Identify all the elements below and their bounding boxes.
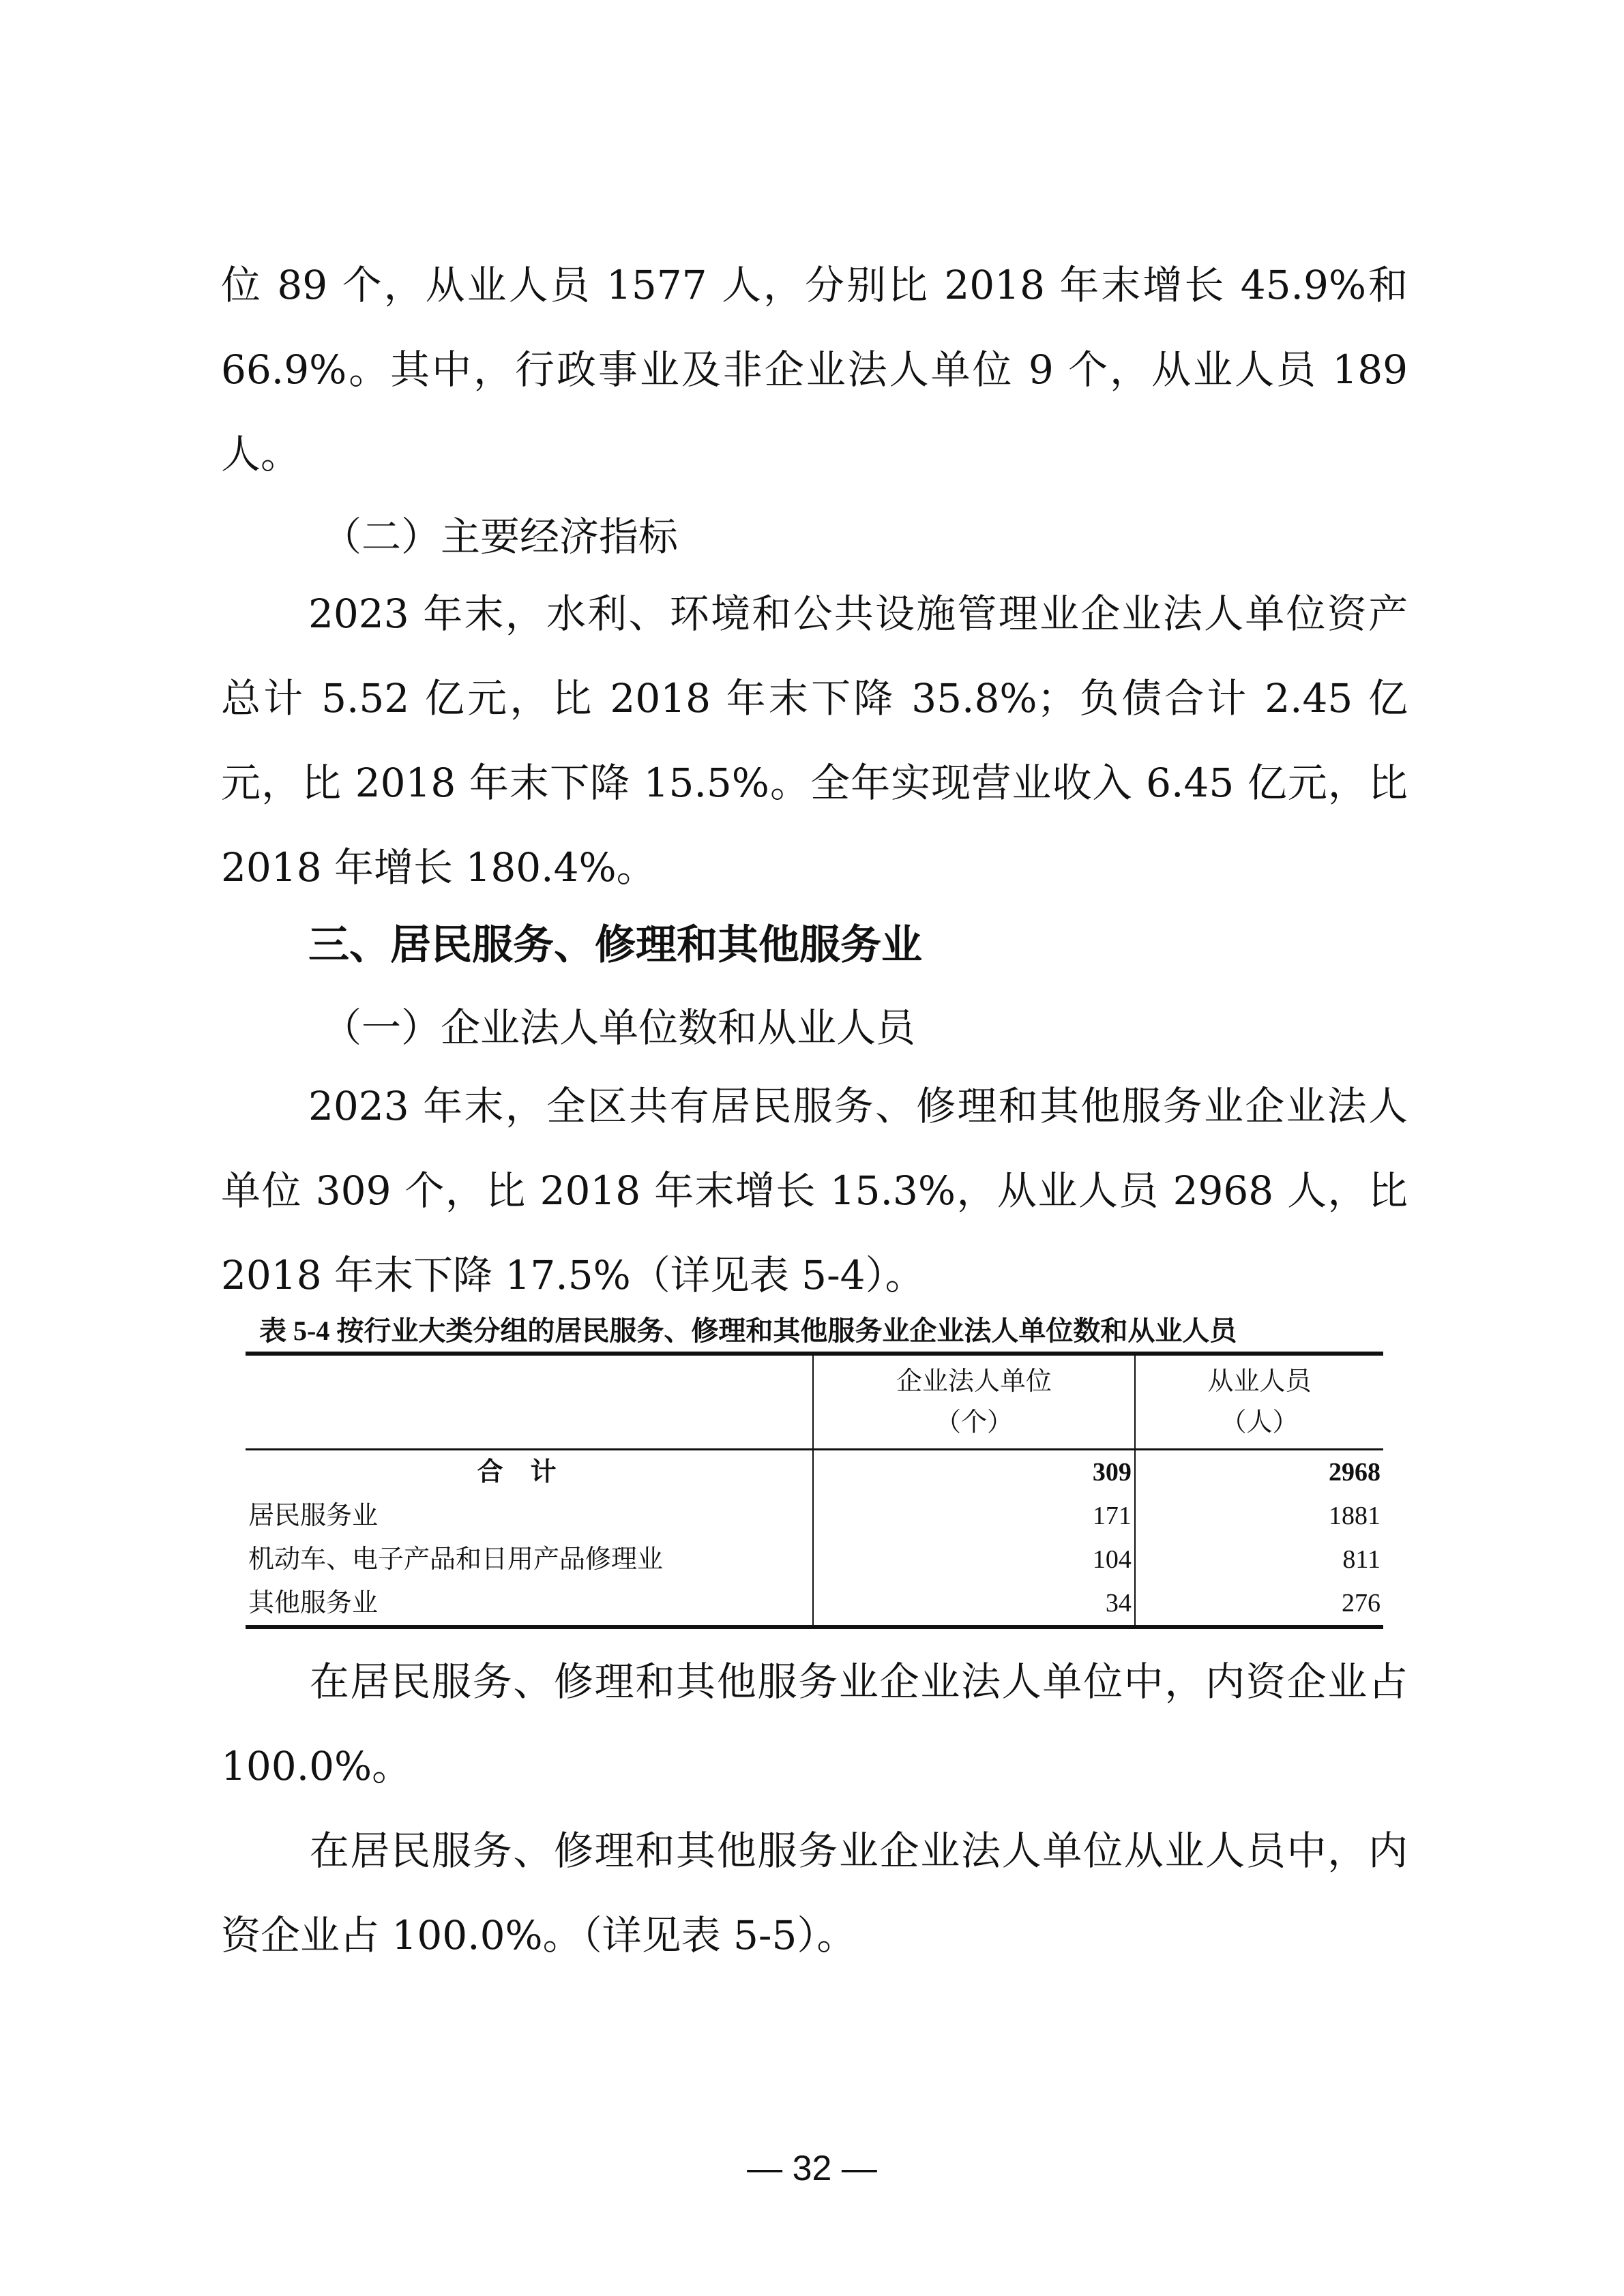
heading-section-resident-services: 三、居民服务、修理和其他服务业	[308, 921, 922, 969]
paragraph-resident-services-summary-text: 2023 年末，全区共有居民服务、修理和其他服务业企业法人单位 309 个，比 2018 年末增长 15.3%，从业人员 2968 人，比 2018 年末下降 17.5%（详见表 5-4）。	[221, 1083, 1408, 1298]
header-employees-unit: （人）	[1220, 1408, 1299, 1437]
paragraph-units-continued: 位 89 个，从业人员 1577 人，分别比 2018 年末增长 45.9%和 66.9%。其中，行政事业及非企业法人单位 9 个，从业人员 189 人。	[221, 262, 1408, 477]
header-units-unit: （个）	[935, 1408, 1014, 1437]
row-label: 机动车、电子产品和日用产品修理业	[248, 1545, 664, 1574]
row-label: 居民服务业	[248, 1502, 379, 1530]
header-units-name: 企业法人单位	[896, 1367, 1052, 1396]
heading-main-economic-indicators: （二）主要经济指标	[322, 513, 679, 560]
page-number: — 32 —	[747, 2149, 877, 2188]
paragraph-domestic-employees	[221, 1808, 1408, 1978]
paragraph-economic-indicators	[221, 571, 1408, 910]
paragraph-resident-services-summary	[221, 1064, 1408, 1317]
table-row-total	[246, 1450, 1383, 1495]
table-caption: 表 5-4 按行业大类分组的居民服务、修理和其他服务业企业法人单位数和从业人员	[259, 1315, 1237, 1346]
paragraph-domestic-units-text: 在居民服务、修理和其他服务业企业法人单位中，内资企业占 100.0%。	[221, 1658, 1408, 1789]
table-row	[246, 1581, 1383, 1627]
row-employees: 1881	[1135, 1494, 1383, 1538]
row-employees: 276	[1135, 1581, 1383, 1627]
row-label: 合计	[477, 1458, 584, 1487]
header-employees	[1135, 1354, 1383, 1450]
paragraph-economic-indicators-text: 2023 年末，水利、环境和公共设施管理业企业法人单位资产总计 5.52 亿元，比 2018 年末下降 35.8%；负债合计 2.45 亿元，比 2018 年末下降 15.5%。全年实现营业收入 6.45 亿元，比 2018 年增长 180.4%。	[221, 591, 1408, 891]
header-employees-name: 从业人员	[1207, 1367, 1312, 1396]
table-row	[246, 1538, 1383, 1581]
row-label: 其他服务业	[246, 1581, 813, 1627]
row-units: 104	[813, 1538, 1135, 1581]
header-units	[813, 1354, 1135, 1450]
row-units: 34	[813, 1581, 1135, 1627]
paragraph-domestic-units	[221, 1639, 1408, 1808]
paragraph-domestic-employees-text: 在居民服务、修理和其他服务业企业法人单位从业人员中，内资企业占 100.0%。（详见表 5-5）。	[221, 1828, 1408, 1958]
row-employees: 811	[1135, 1538, 1383, 1581]
row-units: 309	[813, 1450, 1135, 1495]
table-header-row	[246, 1354, 1383, 1450]
table-row	[246, 1494, 1383, 1538]
row-units: 171	[813, 1494, 1135, 1538]
header-blank	[246, 1354, 813, 1450]
row-employees: 2968	[1135, 1450, 1383, 1495]
heading-units-and-employees: （一）企业法人单位数和从业人员	[322, 1004, 916, 1051]
data-table	[246, 1352, 1383, 1629]
